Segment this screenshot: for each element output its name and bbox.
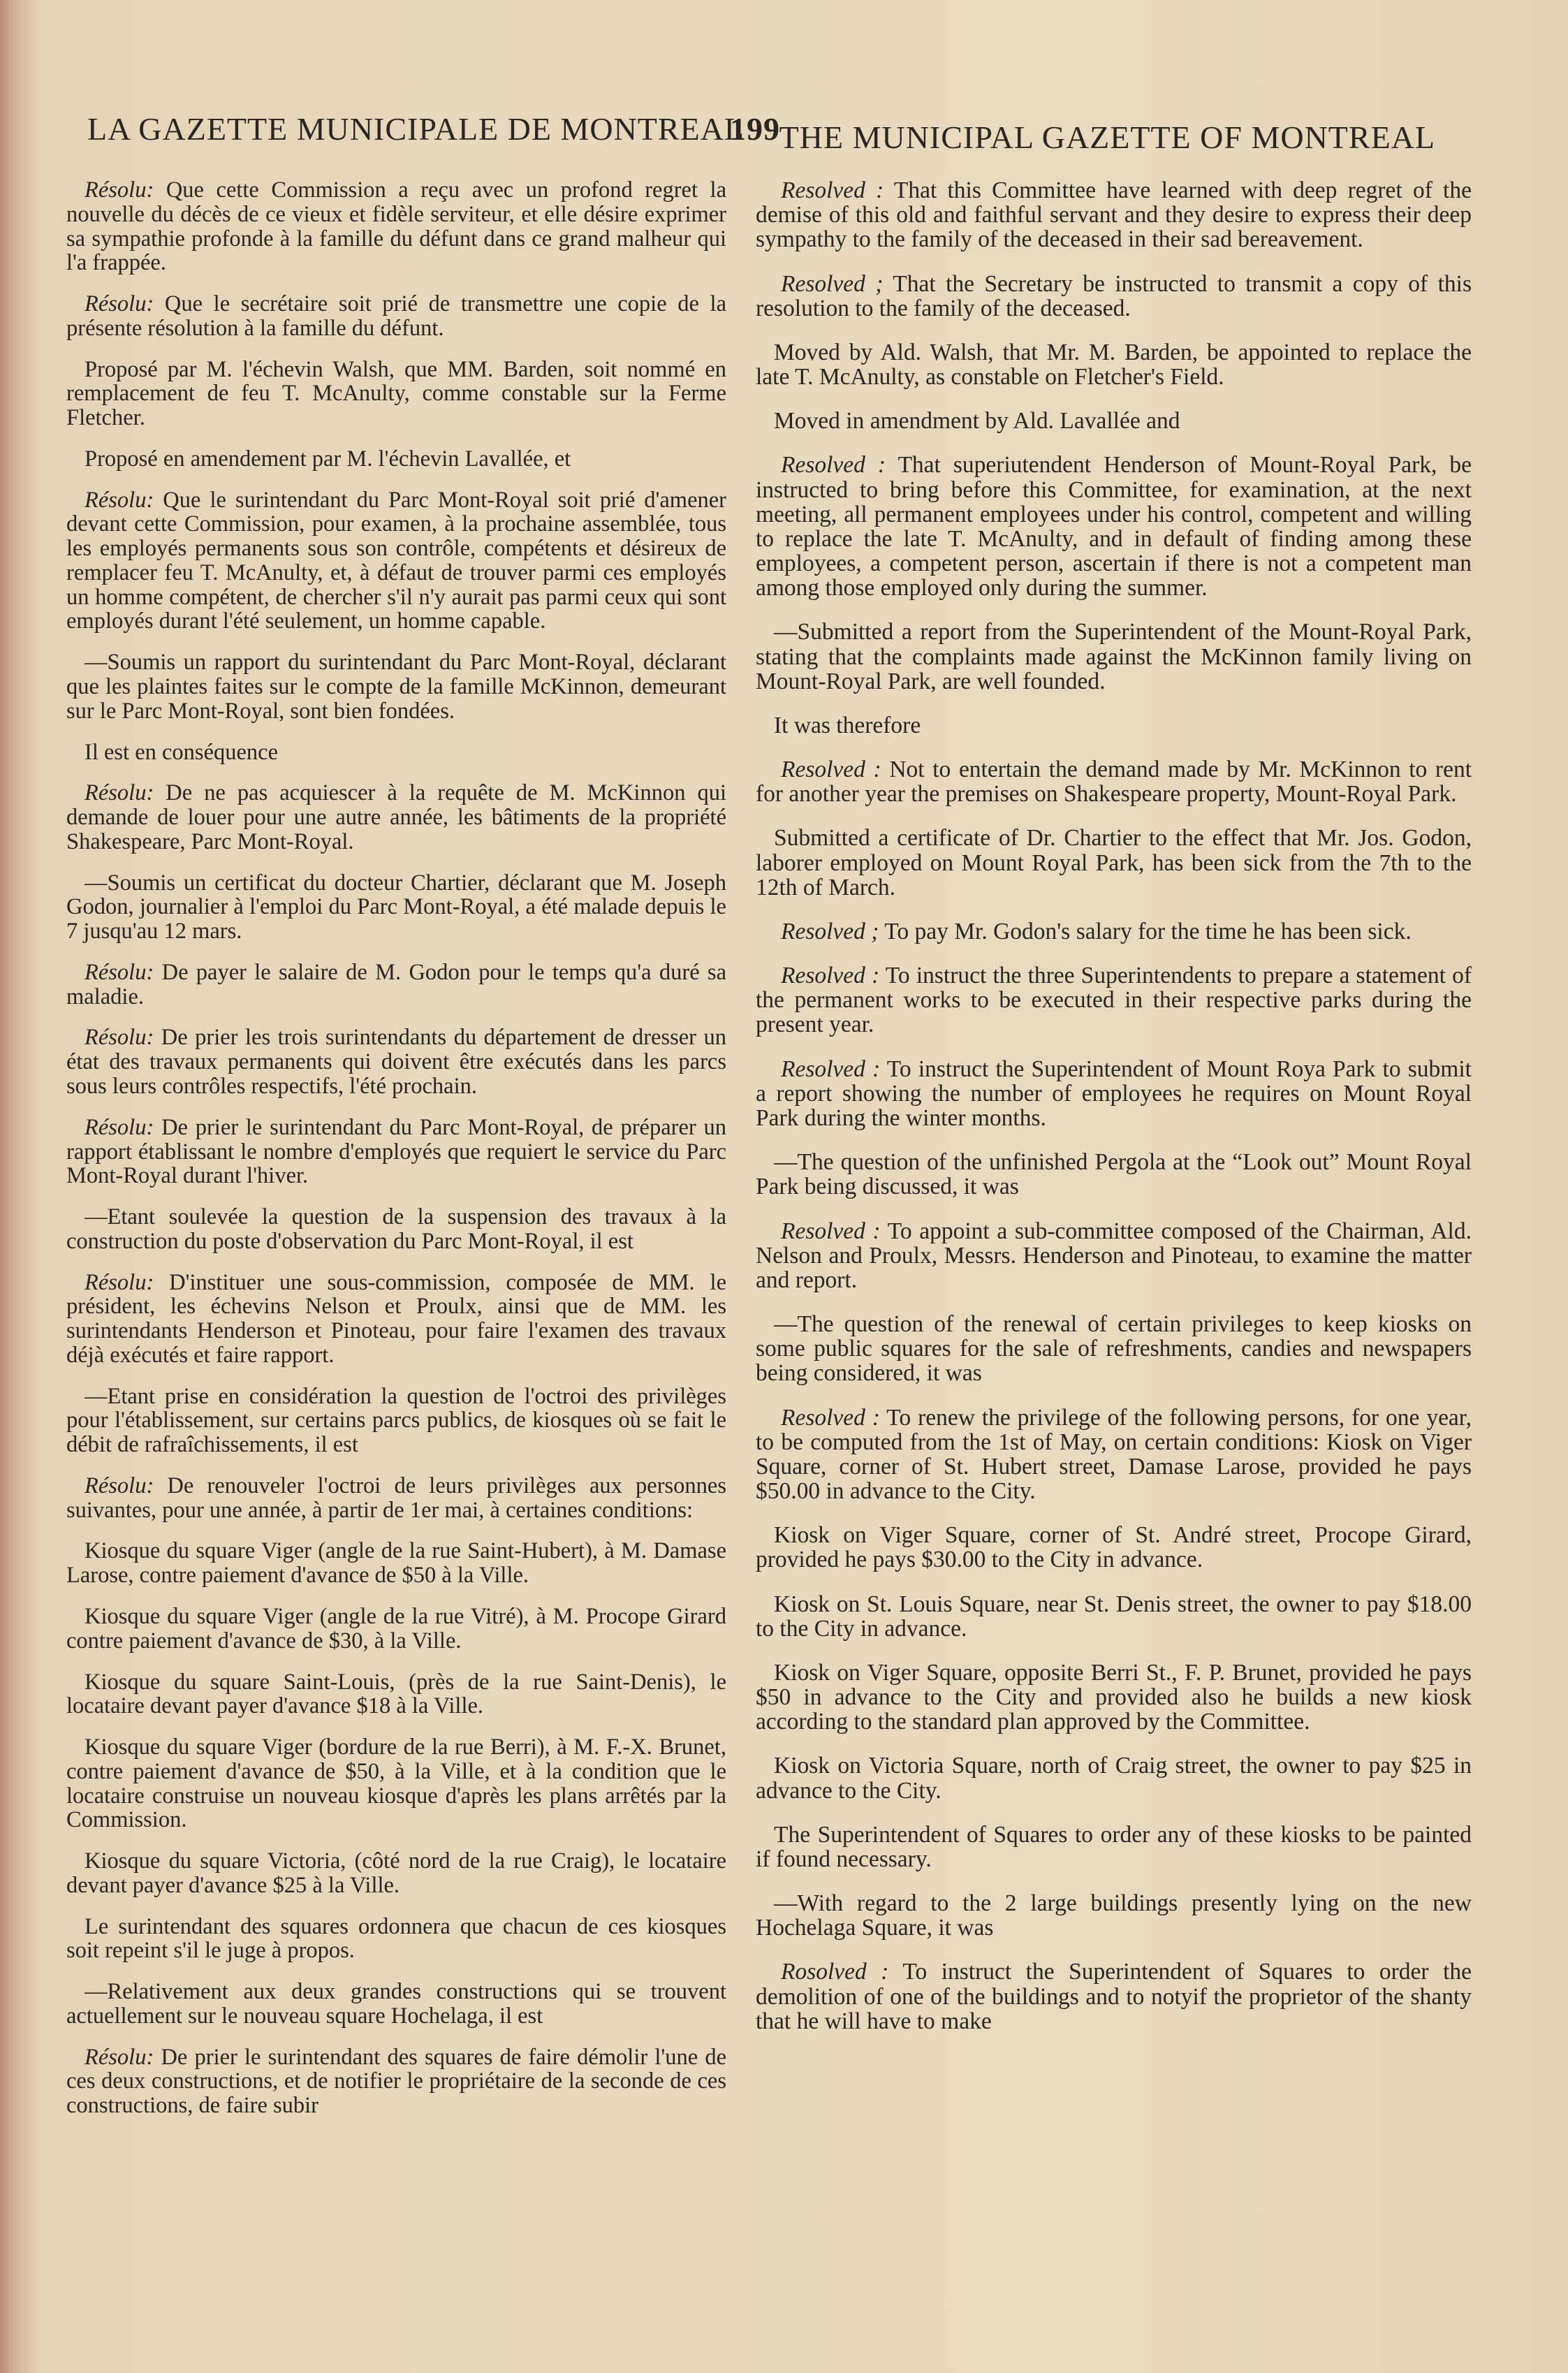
english-paragraph-text: Kiosk on Victoria Square, north of Craig street, the owner to pay $25 in advance to the City. xyxy=(756,1753,1472,1804)
french-paragraph-text: —Etant prise en considération la question de l'octroi des privilèges pour l'établissement, sur certains parcs publics, de kiosques où se fait le débit de rafraîchissements, il est xyxy=(66,1383,726,1458)
english-paragraph xyxy=(756,1150,1472,1199)
english-resolution-label: Resolved : xyxy=(781,1056,881,1082)
english-resolution-label: Rosolved : xyxy=(781,1959,889,1985)
french-paragraph xyxy=(66,740,726,765)
english-resolution-label: Resolved : xyxy=(781,757,881,783)
french-paragraph-text: Il est en conséquence xyxy=(85,739,279,765)
french-paragraph-text: Kiosque du square Viger (angle de la rue Vitré), à M. Procope Girard contre paiement d'avance de $30, à la Ville. xyxy=(66,1603,726,1653)
english-paragraph-text: —Submitted a report from the Superintendent of the Mount-Royal Park, stating that the complaints made against the McKinnon family living on Mount-Royal Park, are well founded. xyxy=(756,619,1472,694)
french-paragraph-text: De ne pas acquiescer à la requête de M. McKinnon qui demande de louer pour une autre année, les bâtiments de la propriété Shakespeare, Parc Mont-Royal. xyxy=(66,780,727,854)
english-paragraph-text: To appoint a sub-committee composed of the Chairman, Ald. Nelson and Proulx, Messrs. Henderson and Pinoteau, to examine the matter and report. xyxy=(756,1218,1472,1293)
french-paragraph-text: De prier les trois surintendants du département de dresser un état des travaux permanents qui doivent être exécutés dans les parcs sous leurs contrôles respectifs, l'été prochain. xyxy=(66,1025,727,1099)
english-paragraph-text: To instruct the three Superintendents to prepare a statement of the permanent works to be executed in their respective parks during the present year. xyxy=(756,963,1472,1038)
english-resolution-label: Resolved : xyxy=(781,963,880,989)
english-paragraph-text: To instruct the Superintendent of Mount Roya Park to submit a report showing the number of employees he requires on Mount Royal Park during the winter months. xyxy=(756,1056,1472,1131)
english-paragraph xyxy=(756,620,1472,694)
french-paragraph-text: De prier le surintendant du Parc Mont-Royal, de préparer un rapport établissant le nombre d'employés que requiert le service du Parc Mont-Royal durant l'hiver. xyxy=(66,1114,726,1189)
english-paragraph xyxy=(756,1523,1472,1572)
french-paragraph xyxy=(66,488,726,634)
french-paragraph xyxy=(66,1670,726,1719)
english-paragraph xyxy=(756,919,1472,944)
english-paragraph-text: That the Secretary be instructed to transmit a copy of this resolution to the family of the deceased. xyxy=(756,270,1472,321)
page-number: 199 xyxy=(730,111,780,147)
english-resolution-label: Resolved ; xyxy=(781,918,879,944)
french-paragraph-text: De renouveler l'octroi de leurs privilèges aux personnes suivantes, pour une année, à partir de 1er mai, à certaines conditions: xyxy=(66,1473,727,1523)
english-paragraph-text: Kiosk on Viger Square, opposite Berri St., F. P. Brunet, provided he pays $50 in advance to the City and provided also he builds a new kiosk according to the standard plan approved by the Committee. xyxy=(756,1659,1472,1735)
english-resolution-label: Resolved : xyxy=(781,1218,881,1244)
english-paragraph-text: Submitted a certificate of Dr. Chartier to the effect that Mr. Jos. Godon, laborer employed on Mount Royal Park, has been sick from the 7th to the 12th of March. xyxy=(756,825,1472,900)
english-paragraph-text: —With regard to the 2 large buildings presently lying on the new Hochelaga Square, it was xyxy=(756,1890,1472,1941)
english-paragraph-text: To pay Mr. Godon's salary for the time he has been sick. xyxy=(884,918,1412,944)
french-paragraph xyxy=(66,1271,726,1368)
english-paragraph-text: Kiosk on St. Louis Square, near St. Denis street, the owner to pay $18.00 to the City in advance. xyxy=(756,1591,1472,1642)
french-paragraph-text: Proposé par M. l'échevin Walsh, que MM. Barden, soit nommé en remplacement de feu T. McAnulty, comme constable sur la Ferme Fletcher. xyxy=(66,356,726,431)
french-paragraph-text: —Soumis un rapport du surintendant du Parc Mont-Royal, déclarant que les plaintes faites sur le compte de la famille McKinnon, demeurant sur le Parc Mont-Royal, sont bien fondées. xyxy=(66,650,726,724)
english-paragraph-text: Not to entertain the demand made by Mr. McKinnon to rent for another year the premises on Shakespeare property, Mount-Royal Park. xyxy=(756,757,1472,808)
english-resolution-label: Resolved : xyxy=(781,1404,880,1431)
french-paragraph-text: D'instituer une sous-commission, composée de MM. le président, les échevins Nelson et Proulx, ainsi que de MM. les surintendants Henderson et Pinoteau, pour faire l'examen des travaux déjà exécutés et faire rapport. xyxy=(66,1269,726,1368)
french-paragraph xyxy=(66,1849,726,1898)
french-resolution-label: Résolu: xyxy=(85,1025,154,1051)
english-paragraph xyxy=(756,340,1472,389)
french-paragraph xyxy=(66,961,726,1009)
english-paragraph-text: Moved by Ald. Walsh, that Mr. M. Barden, be appointed to replace the late T. McAnulty, as constable on Fletcher's Field. xyxy=(756,339,1472,390)
french-paragraph-text: De payer le salaire de M. Godon pour le temps qu'a duré sa maladie. xyxy=(66,959,726,1009)
french-resolution-label: Résolu: xyxy=(85,291,154,317)
french-resolution-label: Résolu: xyxy=(85,177,154,203)
english-paragraph xyxy=(756,1891,1472,1940)
english-paragraph-text: It was therefore xyxy=(774,712,921,738)
english-paragraph xyxy=(756,178,1472,252)
french-resolution-label: Résolu: xyxy=(85,487,154,513)
french-paragraph xyxy=(66,292,726,341)
english-paragraph xyxy=(756,1959,1472,2034)
french-paragraph xyxy=(66,1205,726,1254)
english-paragraph xyxy=(756,409,1472,433)
english-running-title: THE MUNICIPAL GAZETTE OF MONTREAL xyxy=(779,119,1435,155)
french-paragraph-text: Kiosque du square Viger (bordure de la rue Berri), à M. F.-X. Brunet, contre paiement d'avance de $50, à la Ville, et à la condition que le locataire construise un nouveau kiosque d'après les plans arrêtés par la Commission. xyxy=(66,1735,726,1833)
english-paragraph xyxy=(756,1753,1472,1802)
english-paragraph xyxy=(756,963,1472,1037)
english-paragraph-text: —The question of the renewal of certain privileges to keep kiosks on some public squares for the sale of refreshments, candies and newspapers being considered, it was xyxy=(756,1311,1472,1387)
french-paragraph-text: Proposé en amendement par M. l'échevin Lavallée, et xyxy=(85,446,571,472)
english-paragraph xyxy=(756,272,1472,321)
french-resolution-label: Résolu: xyxy=(85,780,154,806)
french-paragraph-text: Que cette Commission a reçu avec un profond regret la nouvelle du décès de ce vieux et fidèle serviteur, et elle désire exprimer sa sympathie profonde à la famille du défunt dans ce grand malheur qui l'a frappée. xyxy=(66,177,726,276)
english-paragraph xyxy=(756,713,1472,738)
english-paragraph-text: To instruct the Superintendent of Squares to order the demolition of one of the buildings and to notyif the proprietor of the shanty that he will have to make xyxy=(756,1959,1472,2034)
french-paragraph-text: —Relativement aux deux grandes constructions qui se trouvent actuellement sur le nouveau square Hochelaga, il est xyxy=(66,1979,726,2029)
page-header xyxy=(87,110,1435,166)
french-paragraph xyxy=(66,178,726,275)
english-paragraph-text: The Superintendent of Squares to order any of these kiosks to be painted if found necessary. xyxy=(756,1821,1472,1872)
french-paragraph xyxy=(66,1025,726,1098)
french-resolution-label: Résolu: xyxy=(85,1473,154,1498)
french-running-title: LA GAZETTE MUNICIPALE DE MONTREAL xyxy=(87,111,745,147)
english-paragraph-text: Moved in amendment by Ald. Lavallée and xyxy=(774,408,1180,435)
french-paragraph-text: Kiosque du square Victoria, (côté nord de la rue Craig), le locataire devant payer d'avance $25 à la Ville. xyxy=(66,1848,726,1898)
english-paragraph xyxy=(756,826,1472,900)
english-resolution-label: Resolved : xyxy=(781,177,884,203)
french-paragraph xyxy=(66,1980,726,2029)
french-paragraph xyxy=(66,650,726,723)
french-paragraph-text: Que le surintendant du Parc Mont-Royal soit prié d'amener devant cette Commission, pour examen, à la prochaine assemblée, tous les employés permanents sous son contrôle, compétents et désireux de remplacer feu T. McAnulty, et, à défaut de trouver parmi ces employés un homme compétent, de chercher s'il n'y aurait pas parmi ceux qui sont employés durant l'été seulement, un homme capable. xyxy=(66,487,727,634)
english-resolution-label: Resolved ; xyxy=(781,270,884,297)
english-paragraph-text: That superiutendent Henderson of Mount-Royal Park, be instructed to bring before this Committee, for examination, at the next meeting, all permanent employees under his control, competent and willing to replace the late T. McAnulty, and in default of finding among these employees, a competent person, ascertain if there is not a competent man among those employed only during the summer. xyxy=(756,452,1472,601)
english-resolution-label: Resolved : xyxy=(781,452,886,479)
french-paragraph-text: De prier le surintendant des squares de faire démolir l'une de ces deux constructions, et de notifier le propriétaire de la seconde de ces constructions, de faire subir xyxy=(66,2044,726,2119)
french-paragraph xyxy=(66,1915,726,1964)
french-resolution-label: Résolu: xyxy=(85,2044,154,2070)
french-resolution-label: Résolu: xyxy=(85,1269,154,1295)
french-resolution-label: Résolu: xyxy=(85,959,154,985)
english-paragraph xyxy=(756,1592,1472,1641)
french-paragraph-text: Kiosque du square Saint-Louis, (près de la rue Saint-Denis), le locataire devant payer d'avance $18 à la Ville. xyxy=(66,1669,726,1719)
french-paragraph-text: Le surintendant des squares ordonnera que chacun de ces kiosques soit repeint s'il le juge à propos. xyxy=(66,1913,726,1964)
french-paragraph-text: —Soumis un certificat du docteur Chartier, déclarant que M. Joseph Godon, journalier à l'emploi du Parc Mont-Royal, a été malade depuis le 7 jusqu'au 12 mars. xyxy=(66,870,726,944)
french-paragraph-text: Que le secrétaire soit prié de transmettre une copie de la présente résolution à la famille du défunt. xyxy=(66,291,726,341)
french-column xyxy=(66,178,726,2118)
french-paragraph xyxy=(66,1385,726,1457)
french-paragraph xyxy=(66,1735,726,1832)
french-paragraph xyxy=(66,781,726,854)
french-paragraph xyxy=(66,447,726,472)
english-paragraph xyxy=(756,1312,1472,1386)
french-paragraph xyxy=(66,1539,726,1588)
french-paragraph xyxy=(66,2045,726,2118)
french-paragraph xyxy=(66,871,726,944)
french-paragraph xyxy=(66,1605,726,1653)
french-paragraph xyxy=(66,1474,726,1523)
english-paragraph xyxy=(756,1660,1472,1735)
french-paragraph-text: Kiosque du square Viger (angle de la rue Saint-Hubert), à M. Damase Larose, contre paiement d'avance de $50 à la Ville. xyxy=(66,1538,726,1589)
english-column xyxy=(756,178,1472,2034)
english-paragraph xyxy=(756,453,1472,600)
english-paragraph xyxy=(756,757,1472,806)
english-paragraph-text: That this Committee have learned with deep regret of the demise of this old and faithful servant and they desire to express their deep sympathy to the family of the deceased in their sad bereavement. xyxy=(756,177,1472,253)
english-paragraph xyxy=(756,1823,1472,1871)
french-resolution-label: Résolu: xyxy=(85,1114,154,1140)
french-paragraph xyxy=(66,1116,726,1188)
english-paragraph xyxy=(756,1057,1472,1131)
french-paragraph-text: —Etant soulevée la question de la suspension des travaux à la construction du poste d'observation du Parc Mont-Royal, il est xyxy=(66,1204,726,1254)
french-paragraph xyxy=(66,358,726,430)
english-paragraph-text: To renew the privilege of the following persons, for one year, to be computed from the 1st of May, on certain conditions: Kiosk on Viger Square, corner of St. Hubert street, Damase Larose, provided he pays $50.00 in advance to the City. xyxy=(756,1404,1472,1505)
english-paragraph-text: —The question of the unfinished Pergola at the “Look out” Mount Royal Park being discussed, it was xyxy=(756,1149,1472,1200)
english-paragraph xyxy=(756,1219,1472,1293)
english-paragraph xyxy=(756,1405,1472,1504)
english-paragraph-text: Kiosk on Viger Square, corner of St. André street, Procope Girard, provided he pays $30.00 to the City in advance. xyxy=(756,1522,1472,1573)
